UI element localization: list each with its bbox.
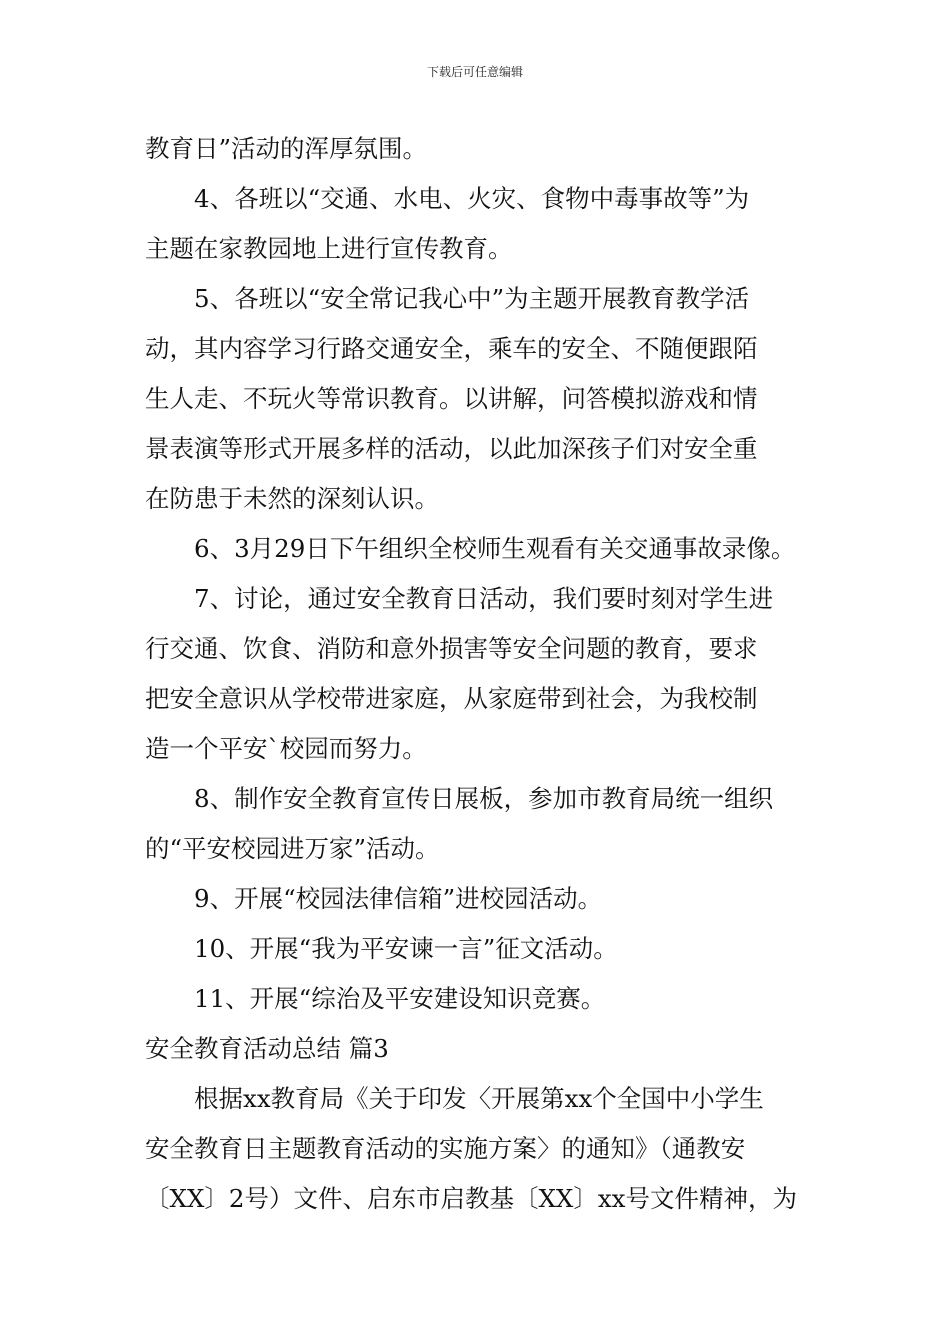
page-header: 下载后可任意编辑 — [426, 65, 523, 79]
paragraph-item-4: 4、各班以“交通、水电、火灾、食物中毒事故等”为 — [194, 184, 750, 213]
paragraph-item-11: 11、开展“综治及平安建设知识竞赛。 — [194, 984, 606, 1013]
text-line: 在防患于未然的深刻认识。 — [145, 484, 439, 513]
paragraph-intro: 根据xx教育局《关于印发〈开展第xx个全国中小学生 — [194, 1084, 764, 1113]
text-line: 行交通、饮食、消防和意外损害等安全问题的教育，要求 — [145, 634, 758, 663]
paragraph-item-10: 10、开展“我为平安谏一言”征文活动。 — [194, 934, 618, 963]
document-body — [145, 124, 810, 1224]
paragraph-item-8: 8、制作安全教育宣传日展板，参加市教育局统一组织 — [194, 784, 774, 813]
text-line: 景表演等形式开展多样的活动，以此加深孩子们对安全重 — [145, 434, 758, 463]
text-line: 造一个平安`校园而努力。 — [145, 734, 427, 763]
paragraph-item-9: 9、开展“校园法律信箱”进校园活动。 — [194, 884, 603, 913]
paragraph-item-7: 7、讨论，通过安全教育日活动，我们要时刻对学生进 — [194, 584, 774, 613]
text-line: 安全教育日主题教育活动的实施方案〉的通知》（通教安 — [145, 1134, 746, 1163]
text-line: 主题在家教园地上进行宣传教育。 — [145, 234, 513, 263]
text-line: 动，其内容学习行路交通安全，乘车的安全、不随便跟陌 — [145, 334, 758, 363]
paragraph-item-5: 5、各班以“安全常记我心中”为主题开展教育教学活 — [194, 284, 750, 313]
text-line: 生人走、不玩火等常识教育。以讲解，问答模拟游戏和情 — [145, 384, 758, 413]
section-heading: 安全教育活动总结 篇3 — [145, 1034, 389, 1063]
text-line: 〔XX〕2号）文件、启东市启教基〔XX〕xx号文件精神，为 — [145, 1184, 797, 1213]
text-line: 把安全意识从学校带进家庭，从家庭带到社会，为我校制 — [145, 684, 758, 713]
text-line: 的“平安校园进万家”活动。 — [145, 834, 440, 863]
paragraph-item-6: 6、3月29日下午组织全校师生观看有关交通事故录像。 — [194, 534, 796, 563]
text-line: 教育日”活动的浑厚氛围。 — [145, 134, 428, 163]
